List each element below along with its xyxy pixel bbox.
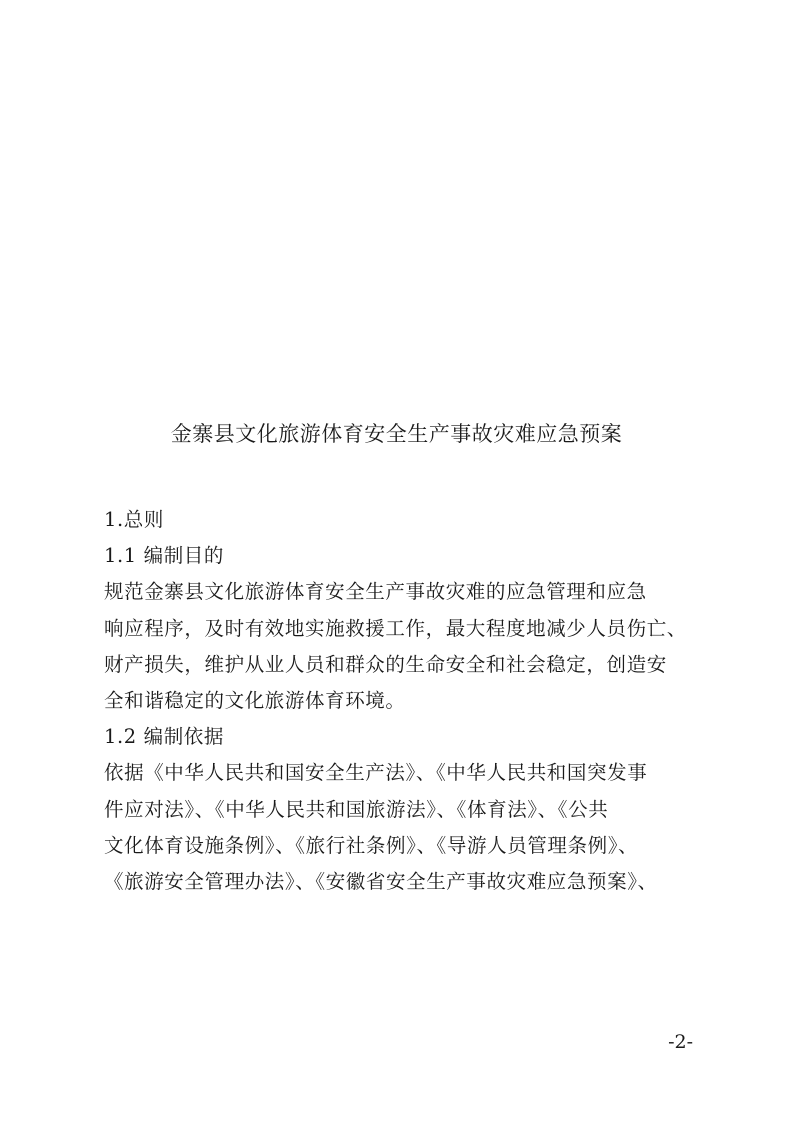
paragraph-line: 件应对法》、《中华人民共和国旅游法》、《体育法》、《公共: [104, 797, 609, 821]
subsection-heading: 1.1 编制目的: [104, 544, 225, 568]
section-heading: 1.总则: [104, 508, 165, 531]
paragraph-line: 响应程序，及时有效地实施救援工作，最大程度地减少人员伤亡、: [104, 616, 687, 640]
paragraph-line: 文化体育设施条例》、《旅行社条例》、《导游人员管理条例》、: [104, 833, 639, 857]
document-body: [104, 502, 704, 900]
paragraph-line: 《旅游安全管理办法》、《安徽省安全生产事故灾难应急预案》、: [104, 869, 658, 893]
paragraph-line: 全和谐稳定的文化旅游体育环境。: [104, 688, 406, 712]
paragraph-line: 财产损失，维护从业人员和群众的生命安全和社会稳定，创造安: [104, 652, 667, 676]
subsection-heading: 1.2 编制依据: [104, 725, 225, 749]
document-title: 金寨县文化旅游体育安全生产事故灾难应急预案: [170, 422, 623, 446]
paragraph-line: 规范金寨县文化旅游体育安全生产事故灾难的应急管理和应急: [104, 580, 647, 604]
paragraph-line: 依据《中华人民共和国安全生产法》、《中华人民共和国突发事: [104, 761, 648, 785]
page-number: -2-: [668, 1031, 693, 1053]
